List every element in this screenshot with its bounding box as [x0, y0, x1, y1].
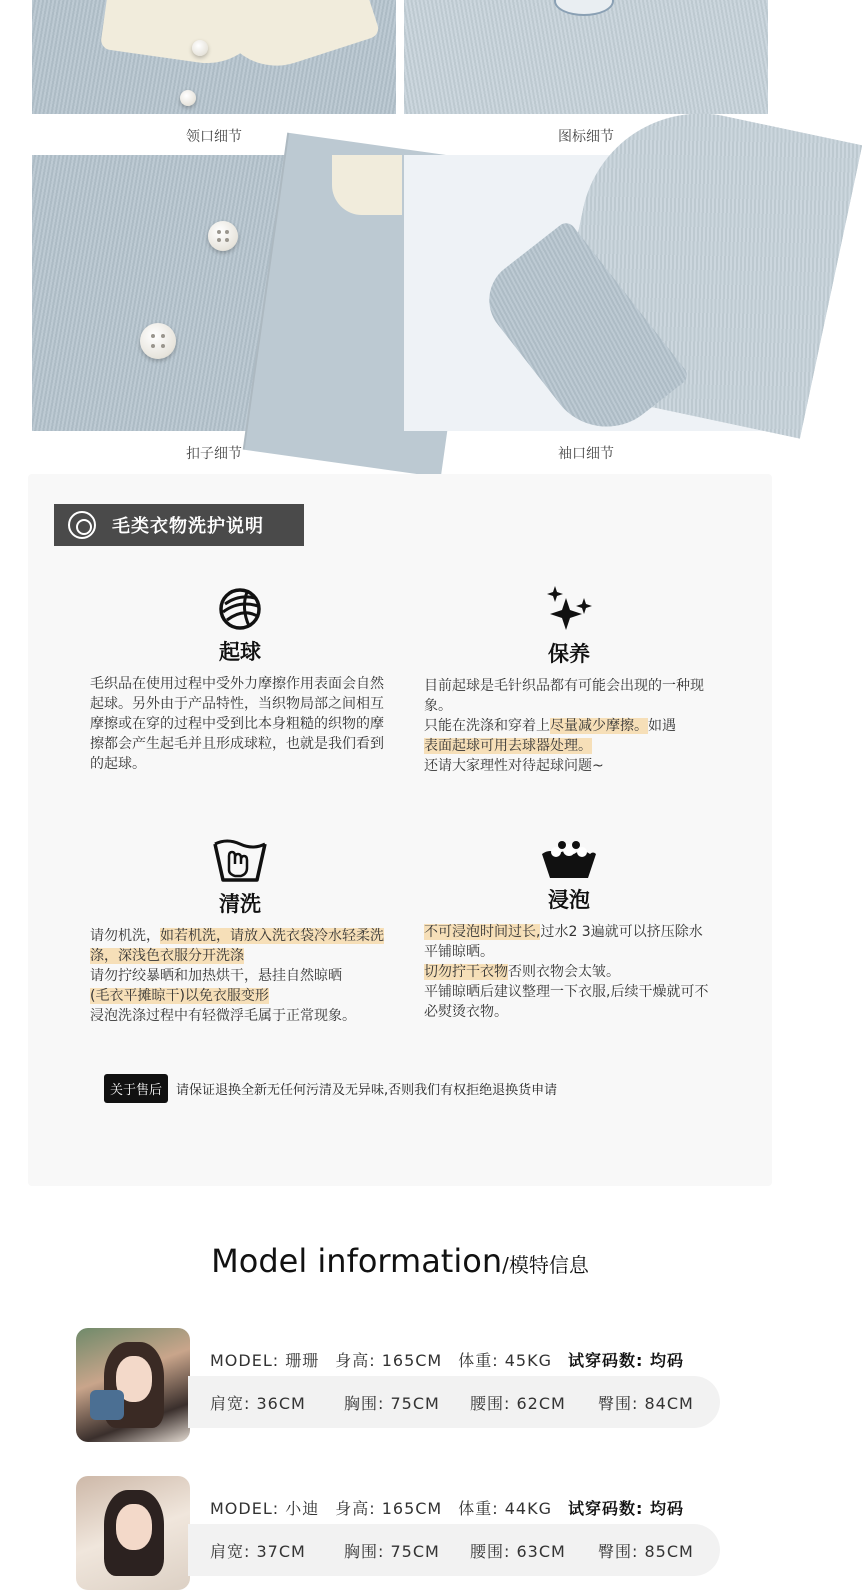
pilling-heading: 起球: [219, 640, 261, 664]
model-card: [76, 1476, 720, 1592]
after-sales-notice: [104, 1074, 557, 1103]
sparkle-icon: [542, 584, 596, 634]
button-detail-photo: [32, 155, 396, 431]
model-height: 身高: 165CM: [335, 1351, 443, 1370]
model-waist: 腰围: 63CM: [470, 1541, 566, 1561]
model-hip: 臀围: 84CM: [598, 1393, 694, 1413]
collar-detail-caption: 领口细节: [186, 129, 242, 145]
soaking-heading: 浸泡: [548, 888, 590, 912]
model-height: 身高: 165CM: [335, 1499, 443, 1518]
button-detail-caption: 扣子细节: [186, 446, 242, 462]
model-shoulder: 肩宽: 36CM: [210, 1393, 306, 1413]
logo-detail-photo: [404, 0, 768, 114]
model-shoulder: 肩宽: 37CM: [210, 1541, 306, 1561]
model-info-title-zh: /模特信息: [502, 1253, 589, 1277]
model-size: 试穿码数: 均码: [567, 1499, 684, 1518]
model-card: [76, 1328, 720, 1444]
model-bust: 胸围: 75CM: [344, 1393, 440, 1413]
soaking-text: 不可浸泡时间过长,过水2 3遍就可以挤压除水平铺晾晒。 切勿拧干衣物否则衣物会太皱。 平铺晾晒后建议整理一下衣服,后续干燥就可不必熨烫衣物。: [424, 924, 709, 1020]
care-title-banner: [54, 504, 304, 546]
care-title: 毛类衣物洗护说明: [112, 516, 264, 537]
washing-block: [90, 836, 390, 1026]
model-basic-info: [210, 1348, 684, 1371]
after-sales-tag: 关于售后: [104, 1074, 168, 1103]
care-instructions-panel: [28, 474, 772, 1186]
after-sales-text: 请保证退换全新无任何污清及无异味,否则我们有权拒绝退换货申请: [176, 1083, 558, 1098]
model-measurements: [188, 1524, 720, 1576]
model-bust: 胸围: 75CM: [344, 1541, 440, 1561]
model-name: MODEL: 小迪: [210, 1499, 320, 1518]
model-avatar: [76, 1476, 190, 1590]
model-avatar: [76, 1328, 190, 1442]
maintenance-block: [424, 584, 714, 776]
model-weight: 体重: 44KG: [458, 1499, 552, 1518]
logo-detail-caption: 图标细节: [558, 129, 614, 145]
model-weight: 体重: 45KG: [458, 1351, 552, 1370]
model-info-title-en: Model information: [211, 1242, 503, 1280]
model-measurements: [188, 1376, 720, 1428]
hand-wash-icon: [211, 836, 269, 884]
model-waist: 腰围: 62CM: [470, 1393, 566, 1413]
washing-text: 请勿机洗，如若机洗，请放入洗衣袋冷水轻柔洗涤，深浅色衣服分开洗涤 请勿拧绞暴晒和加热烘干，悬挂自然晾晒 (毛衣平摊晾干)以免衣服变形 浸泡洗涤过程中有轻微浮毛属于正常现象。: [90, 928, 384, 1024]
maintenance-text: 目前起球是毛针织品都有可能会出现的一种现象。 只能在洗涤和穿着上尽量减少摩擦。如遇 表面起球可用去球器处理。 还请大家理性对待起球问题~: [424, 678, 704, 774]
model-hip: 臀围: 85CM: [598, 1541, 694, 1561]
washing-heading: 清洗: [219, 892, 261, 916]
maintenance-heading: 保养: [548, 642, 590, 666]
pilling-block: [90, 586, 390, 774]
cuff-detail-photo: [404, 155, 768, 431]
cuff-detail-caption: 袖口细节: [558, 446, 614, 462]
model-size: 试穿码数: 均码: [567, 1351, 684, 1370]
pilling-text: 毛织品在使用过程中受外力摩擦作用表面会自然起球。另外由于产品特性，当织物局部之间相互摩擦或在穿的过程中受到比本身粗糙的织物的摩擦都会产生起毛并且形成球粒，也就是我们看到的起球。: [90, 676, 384, 772]
model-basic-info: [210, 1496, 684, 1519]
soaking-block: [424, 840, 714, 1022]
yarn-ball-icon: [217, 586, 263, 632]
soak-basin-icon: [540, 840, 598, 880]
brand-logo-icon: [68, 511, 96, 539]
model-name: MODEL: 珊珊: [210, 1351, 320, 1370]
collar-detail-photo: [32, 0, 396, 114]
model-info-title: [0, 1242, 800, 1280]
